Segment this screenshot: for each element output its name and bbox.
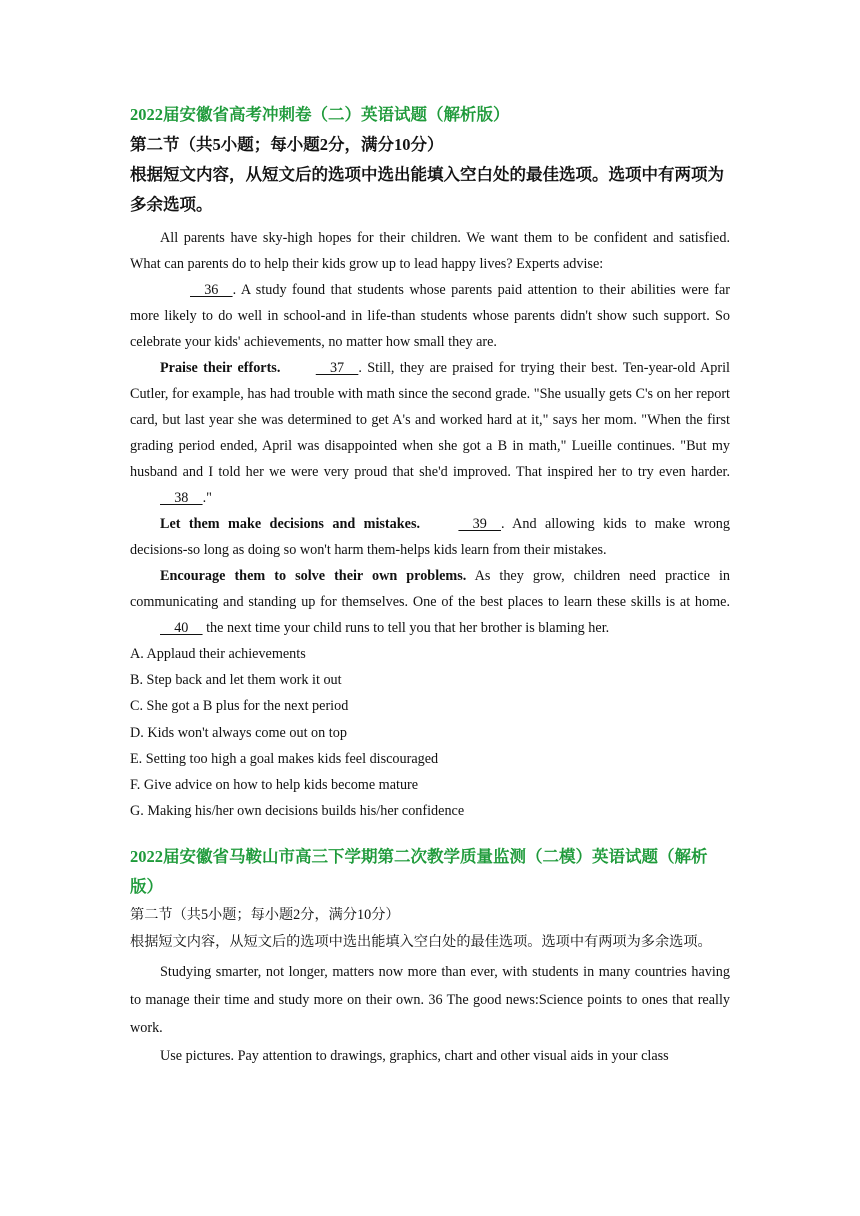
section2-paragraph-1: Studying smarter, not longer, matters now more than ever, with students in many countries having to manage their time and study more on their own. 36 The good news:Science points to ones that really work. (130, 964, 730, 1037)
section2-paragraph-2: Use pictures. Pay attention to drawings, graphics, chart and other visual aids in your class (160, 1048, 669, 1065)
praise-heading: Praise their efforts. (160, 360, 281, 376)
option-c: C. She got a B plus for the next period (130, 698, 349, 715)
option-d: D. Kids won't always come out on top (130, 724, 347, 741)
paragraph-37-end: ." (202, 490, 212, 506)
section2-title: 2022届安徽省马鞍山市高三下学期第二次教学质量监测（二模）英语试题（解析版） (130, 847, 708, 897)
paragraph-40-end: the next time your child runs to tell you that her brother is blaming her. (202, 620, 610, 636)
blank-40: 40 (160, 620, 203, 636)
problems-heading: Encourage them to solve their own problems. (160, 568, 467, 584)
blank-38: 38 (160, 490, 203, 506)
decisions-heading: Let them make decisions and mistakes. (160, 516, 421, 532)
section2-subtitle: 第二节（共5小题；每小题2分，满分10分） (130, 907, 400, 924)
paragraph-40 (130, 563, 730, 641)
paragraph-36 (130, 277, 730, 355)
section1-subtitle: 第二节（共5小题；每小题2分，满分10分） (130, 135, 444, 154)
option-g: G. Making his/her own decisions builds his/her confidence (130, 803, 465, 820)
option-e: E. Setting too high a goal makes kids feel discouraged (130, 750, 439, 767)
section1-instructions: 根据短文内容，从短文后的选项中选出能填入空白处的最佳选项。选项中有两项为多余选项。 (130, 165, 724, 214)
option-a: A. Applaud their achievements (130, 646, 306, 662)
paragraph-39-text: . And allowing kids to make wrong decisions-so long as doing so won't harm them-helps kids learn from their mistakes. (130, 516, 730, 558)
paragraph-36-text: . A study found that students whose parents paid attention to their abilities were far more likely to do well in school-and in life-than students whose parents didn't show such support. So celebrate your kids' achievements, no matter how small they are. (130, 282, 730, 350)
blank-37: 37 (315, 360, 359, 376)
section2-instructions: 根据短文内容，从短文后的选项中选出能填入空白处的最佳选项。选项中有两项为多余选项。 (130, 934, 712, 951)
section1-title: 2022届安徽省高考冲刺卷（二）英语试题（解析版） (130, 105, 510, 124)
document-page (130, 100, 730, 1070)
blank-36: 36 (190, 282, 233, 298)
paragraph-37-text: . Still, they are praised for trying their best. Ten-year-old April Cutler, for example, has had trouble with math since the second grade. "She usually gets C's on her report card, but last year she was determined to get A's and worked hard at it," says her mom. "When the first grading period ended, April was disappointed when she got a B in math," Lueille continues. "But my husband and I told her we were very proud that she'd improved. That inspired her to try even harder. (130, 360, 730, 480)
paragraph-39 (130, 511, 730, 563)
paragraph-40-text: As they grow, children need practice in communicating and standing up for themselves. One of the best places to learn these skills is at home. (130, 568, 730, 610)
blank-39: 39 (458, 516, 501, 532)
option-b: B. Step back and let them work it out (130, 672, 342, 689)
option-f: F. Give advice on how to help kids become mature (130, 777, 419, 794)
intro-paragraph: All parents have sky-high hopes for their children. We want them to be confident and satisfied. What can parents do to help their kids grow up to lead happy lives? Experts advise: (130, 230, 730, 272)
paragraph-37 (130, 355, 730, 511)
